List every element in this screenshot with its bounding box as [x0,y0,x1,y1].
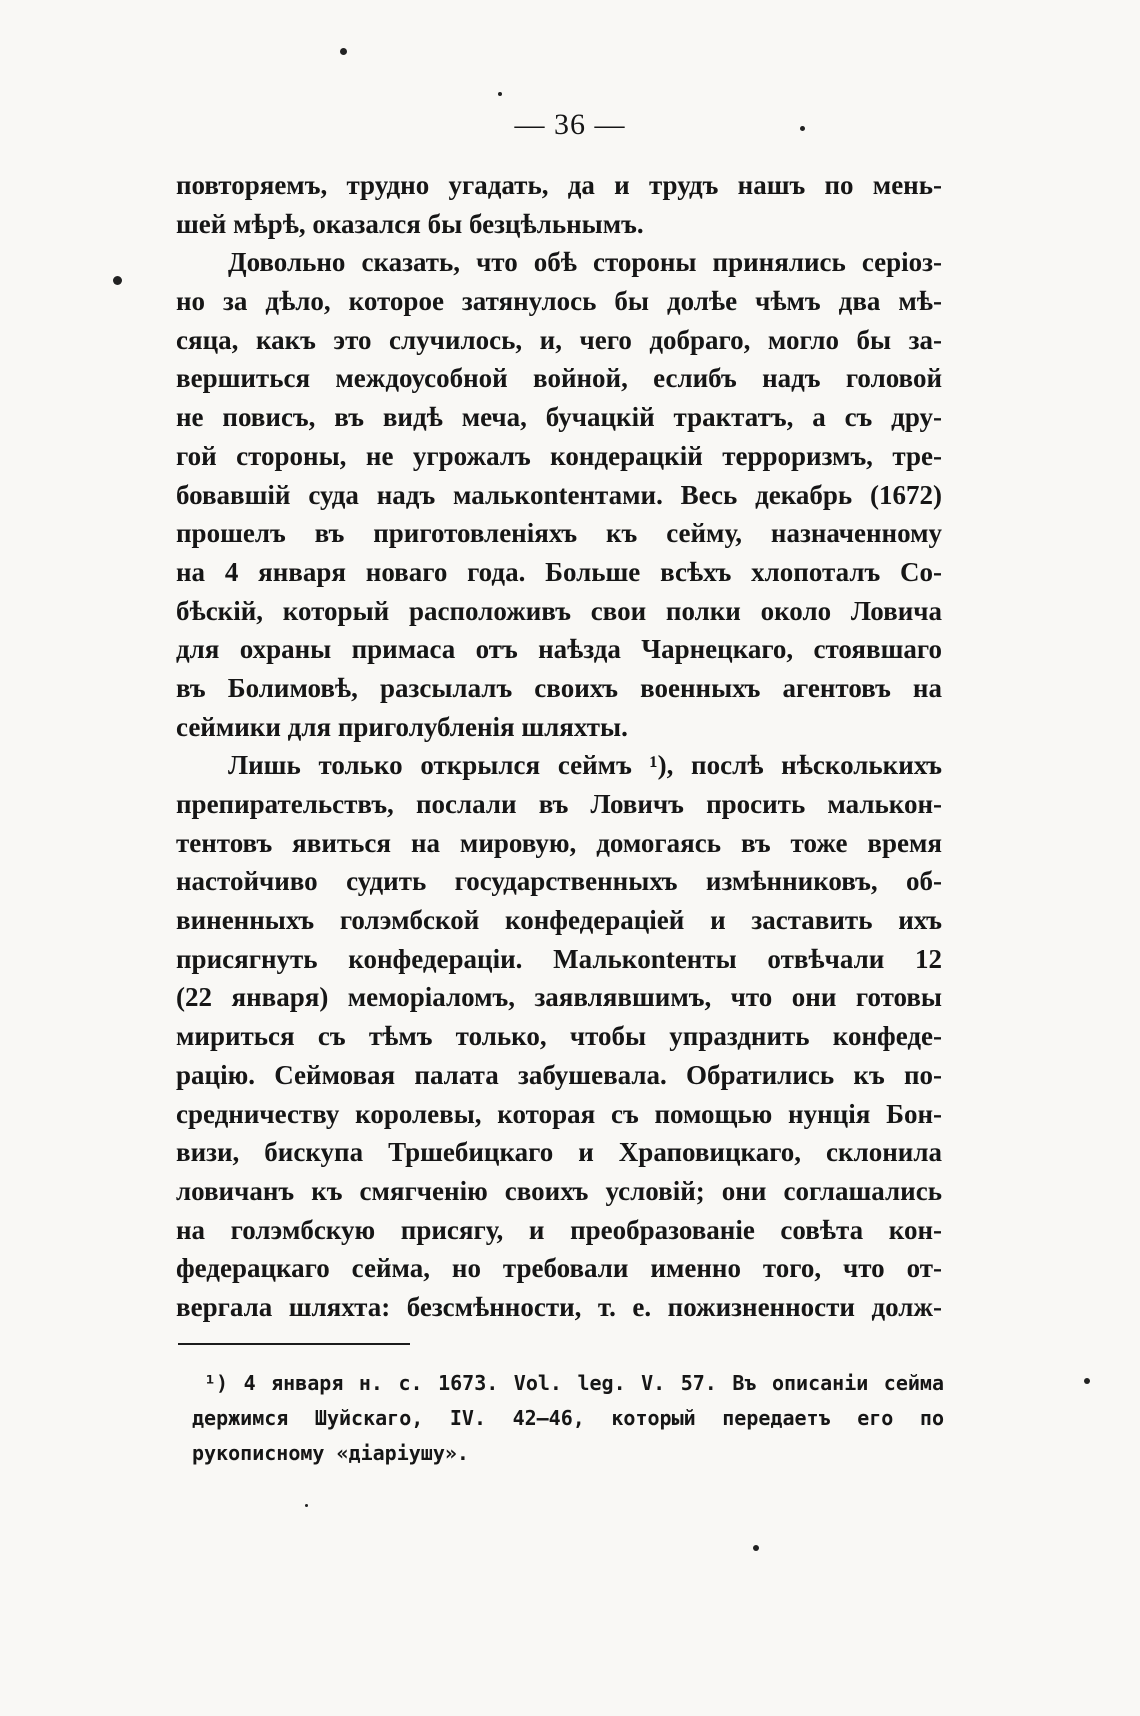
text-line: препирательствъ, послали въ Ловичъ просить малькон- [176,789,942,819]
text-line: федерацкаго сейма, но требовали именно того, что от- [176,1253,942,1284]
text-line: въ Болимовѣ, разсылалъ своихъ военныхъ агентовъ на [176,672,942,703]
footnote-line: ¹) 4 января н. с. 1673. Vol. leg. V. 57. Въ описаніи сейма [204,1371,944,1395]
text-line: на 4 января новаго года. Больше всѣхъ хлопоталъ Со- [176,556,942,587]
footnote [192,1366,944,1471]
text-line: ловичанъ къ смягченію своихъ условій; они соглашались [176,1175,942,1206]
text-line: прошелъ въ приготовленіяхъ къ сейму, назначенному [176,518,942,549]
footnote-line: рукописному «діаріушу». [192,1441,469,1465]
scan-speck [113,276,122,285]
text-line: бовавшій суда надъ малькontентами. Весь декабрь (1672) [176,479,942,510]
scan-speck [753,1545,759,1551]
text-line: тентовъ явиться на мировую, домогаясь въ тоже время [176,827,942,858]
scan-speck [340,48,347,55]
text-line: гой стороны, не угрожалъ кондерацкій терроризмъ, тре- [176,440,942,471]
scan-speck [305,1504,308,1507]
text-line: Лишь только открылся сеймъ ¹), послѣ нѣсколькихъ [228,750,942,781]
footnote-divider [178,1343,410,1345]
text-line: бѣскій, который расположивъ свои полки около Ловича [176,595,942,626]
text-line: повторяемъ, трудно угадать, да и трудъ нашъ по мень- [176,170,942,200]
text-line: присягнуть конфедераціи. Малькontенты отвѣчали 12 [176,943,942,974]
text-line: Довольно сказать, что обѣ стороны принялись серіоз- [228,247,942,278]
scan-speck [800,126,805,131]
text-line: шей мѣрѣ, оказался бы безцѣльнымъ. [176,208,644,239]
scan-speck [1084,1378,1090,1384]
main-text [176,166,942,1327]
text-line: для охраны примаса отъ наѣзда Чарнецкаго, стоявшаго [176,634,942,665]
text-line: визи, бискупа Тршебицкаго и Храповицкаго, склонила [176,1137,942,1168]
text-line: вершиться междоусобной войной, еслибъ надъ головой [176,363,942,394]
text-line: мириться съ тѣмъ только, чтобы упразднить конфеде- [176,1021,942,1052]
text-line: но за дѣло, которое затянулось бы долѣе чѣмъ два мѣ- [176,286,942,317]
text-line: сяца, какъ это случилось, и, чего добраго, могло бы за- [176,324,942,355]
text-line: рацію. Сеймовая палата забушевала. Обратились къ по- [176,1059,942,1090]
text-line: не повисъ, въ видѣ меча, бучацкій трактатъ, а съ дру- [176,402,942,433]
footnote-line: держимся Шуйскаго, IV. 42—46, который передаетъ его по [192,1406,944,1430]
text-line: виненныхъ голэмбской конфедераціей и заставить ихъ [176,905,942,936]
text-line: настойчиво судить государственныхъ измѣнниковъ, об- [176,866,942,897]
text-line: на голэмбскую присягу, и преобразованіе совѣта кон- [176,1214,942,1245]
text-line: сеймики для приголубленія шляхты. [176,711,628,742]
page-number: — 36 — [514,108,626,141]
text-line: (22 января) меморіаломъ, заявлявшимъ, что они готовы [176,982,942,1013]
text-line: средничеству королевы, которая съ помощью нунція Бон- [176,1098,942,1129]
text-line: вергала шляхта: безсмѣнности, т. е. пожизненности долж- [176,1291,942,1322]
scan-speck [498,92,502,96]
